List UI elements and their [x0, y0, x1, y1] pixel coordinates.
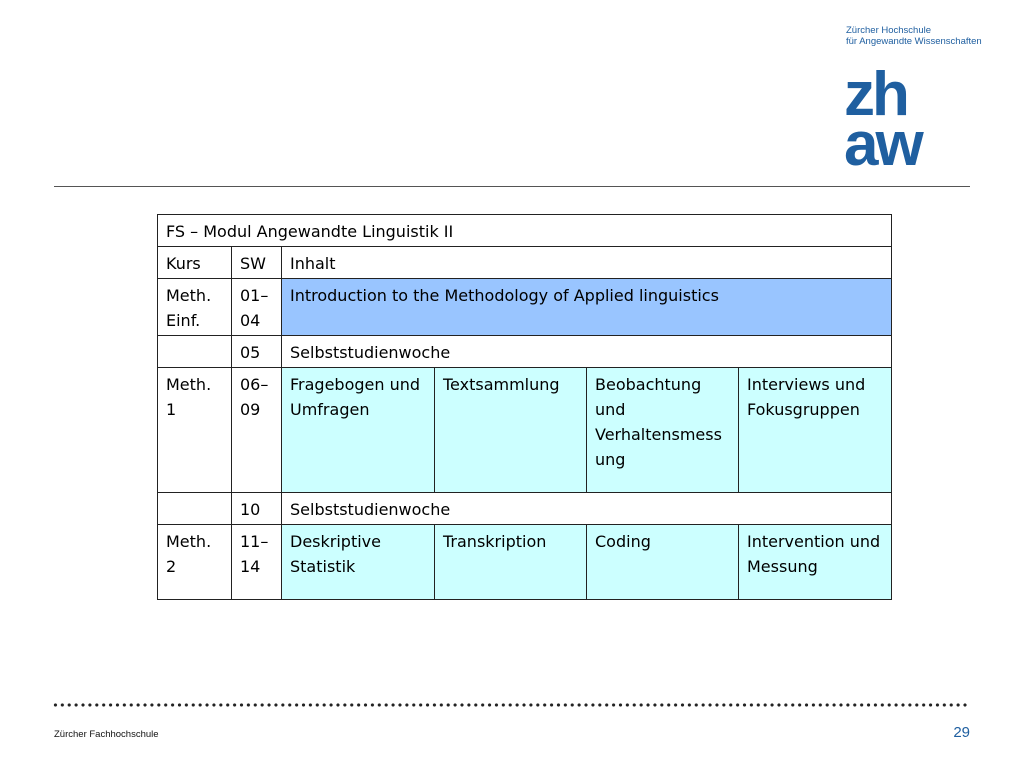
kurs-line: 2 [166, 557, 177, 576]
topic-cell: Textsammlung [435, 368, 587, 493]
sw-line: 14 [240, 557, 261, 576]
kurs-line: Meth. [166, 532, 212, 551]
sw-cell [232, 368, 282, 493]
table-row [158, 368, 892, 493]
footer-dotted-divider [52, 702, 970, 708]
topic-cell: Beobachtung und Verhaltensmess ung [587, 368, 739, 493]
table-title: FS – Modul Angewandte Linguistik II [158, 215, 892, 247]
header-divider [54, 186, 970, 187]
sw-line: 06– [240, 375, 269, 394]
sw-line: 01– [240, 286, 269, 305]
kurs-cell [158, 525, 232, 600]
intro-content: Introduction to the Methodology of Applied linguistics [282, 279, 892, 336]
institution-name [846, 25, 982, 47]
kurs-line: 1 [166, 400, 177, 419]
course-table [157, 214, 892, 600]
kurs-cell [158, 368, 232, 493]
selbststudium-content: Selbststudienwoche [282, 336, 892, 368]
table-row [158, 336, 892, 368]
topic-cell: Transkription [435, 525, 587, 600]
kurs-line: Einf. [166, 311, 201, 330]
selbststudium-content: Selbststudienwoche [282, 493, 892, 525]
sw-cell: 05 [232, 336, 282, 368]
institution-line-1: Zürcher Hochschule [846, 25, 932, 36]
sw-cell: 10 [232, 493, 282, 525]
topic-cell: Fragebogen und Umfragen [282, 368, 435, 493]
table-row [158, 493, 892, 525]
topic-cell: Interviews und Fokusgruppen [739, 368, 892, 493]
table-row [158, 279, 892, 336]
kurs-cell [158, 279, 232, 336]
kurs-cell [158, 493, 232, 525]
table-header-row [158, 247, 892, 279]
kurs-cell [158, 336, 232, 368]
page-number: 29 [953, 724, 970, 741]
header-kurs: Kurs [158, 247, 232, 279]
header-sw: SW [232, 247, 282, 279]
sw-line: 04 [240, 311, 261, 330]
topic-cell: Coding [587, 525, 739, 600]
sw-cell [232, 279, 282, 336]
zhaw-logo [844, 60, 954, 179]
table-title-row [158, 215, 892, 247]
logo-line-1: zh [844, 60, 907, 129]
header-inhalt: Inhalt [282, 247, 892, 279]
sw-cell [232, 525, 282, 600]
logo-line-2: aw [844, 110, 921, 179]
kurs-line: Meth. [166, 286, 212, 305]
kurs-line: Meth. [166, 375, 212, 394]
sw-line: 09 [240, 400, 261, 419]
sw-line: 11– [240, 532, 269, 551]
topic-cell: Intervention und Messung [739, 525, 892, 600]
topic-cell: Deskriptive Statistik [282, 525, 435, 600]
institution-line-2: für Angewandte Wissenschaften [846, 36, 982, 47]
table-row [158, 525, 892, 600]
footer-institution: Zürcher Fachhochschule [54, 729, 159, 740]
